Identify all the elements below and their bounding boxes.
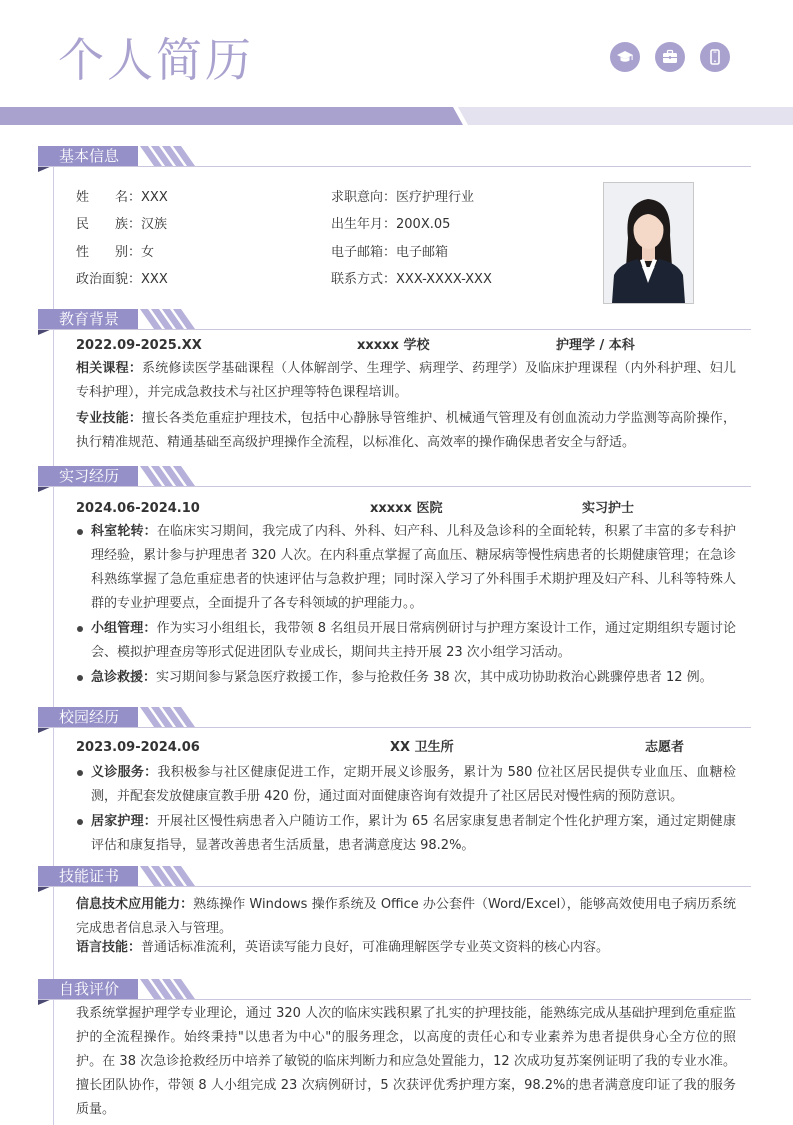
mobile-phone-icon [700, 42, 730, 72]
intent-row: 求职意向：医疗护理行业 [331, 190, 475, 205]
section-title: 教育背景 [59, 310, 120, 328]
section-header-certs [38, 864, 751, 892]
political-row: 政治面貌：XXX [76, 272, 168, 287]
section-header-internship [38, 464, 751, 492]
section-title: 实习经历 [59, 467, 120, 485]
briefcase-icon [655, 42, 685, 72]
list-item: 居家护理：开展社区慢性病患者入户随访工作，累计为 65 名居家康复患者制定个性化护理方案，通过定期健康评估和康复指导，显著改善患者生活质量，患者满意度达 98.2%。 [77, 810, 736, 858]
section-header-campus [38, 705, 751, 733]
email-row: 电子邮箱：电子邮箱 [331, 245, 449, 260]
edu-major: 护理学 / 本科 [556, 338, 635, 353]
section-header-education [38, 307, 751, 335]
list-item: 急诊救援：实习期间参与紧急医疗救援工作，参与抢救任务 38 次，其中成功协助救治心跳骤停患者 12 例。 [77, 666, 736, 690]
header-icons [610, 42, 730, 72]
campus-role: 志愿者 [645, 740, 685, 755]
section-title: 基本信息 [59, 147, 120, 165]
intern-period: 2024.06-2024.10 [76, 501, 200, 516]
avatar [603, 182, 694, 304]
cert-language: 语言技能：普通话标准流利，英语读写能力良好，可准确理解医学专业英文资料的核心内容。 [76, 940, 610, 955]
section-header-self [38, 977, 751, 1005]
section-title: 校园经历 [59, 708, 120, 726]
page-title: 个人简历 [58, 33, 254, 87]
list-item: 科室轮转：在临床实习期间，我完成了内科、外科、妇产科、儿科及急诊科的全面轮转，积累了丰富的多专科护理经验，累计参与护理患者 320 人次。在内科重点掌握了高血压、糖尿病等慢性病患者的长期健康管理；在急诊科熟练掌握了急危重症患者的快速评估与急救护理；同时深入学习了外科围手术期护理及妇产科、儿科等特殊人群的专业护理要点，全面提升了各专科领域的护理能力。。 [77, 520, 736, 616]
intern-role: 实习护士 [582, 501, 635, 516]
phone-row: 联系方式：XXX-XXXX-XXX [331, 272, 492, 287]
birth-row: 出生年月：200X.05 [331, 217, 451, 232]
gender-row: 性 别：女 [76, 245, 155, 260]
section-header-basic [38, 144, 751, 172]
campus-org: XX 卫生所 [390, 740, 454, 755]
edu-period: 2022.09-2025.XX [76, 338, 202, 353]
header-band [0, 107, 793, 125]
intern-org: xxxxx 医院 [370, 501, 443, 516]
section-title: 技能证书 [59, 867, 120, 885]
graduation-cap-icon [610, 42, 640, 72]
edu-skills: 专业技能：擅长各类危重症护理技术，包括中心静脉导管维护、机械通气管理及有创血流动力学监测等高阶操作，执行精准规范、精通基础至高级护理操作全流程，以标准化、高效率的操作确保患者安全与舒适。 [76, 411, 736, 450]
name-row: 姓 名：XXX [76, 190, 168, 205]
edu-school: xxxxx 学校 [357, 338, 430, 353]
list-item: 义诊服务：我积极参与社区健康促进工作，定期开展义诊服务，累计为 580 位社区居民提供专业血压、血糖检测，并配套发放健康宣教手册 420 份，通过面对面健康咨询有效提升了社区居民对慢性病的预防意识。 [77, 761, 736, 809]
self-evaluation: 我系统掌握护理学专业理论，通过 320 人次的临床实践积累了扎实的护理技能，能熟练完成从基础护理到危重症监护的全流程操作。始终秉持"以患者为中心"的服务理念，以高度的责任心和专业素养为患者提供身心全方位的照护。在 38 次急诊抢救经历中培养了敏锐的临床判断力和应急处置能力，12 次成功复苏案例证明了我的专业水准。擅长团队协作，带领 8 人小组完成 23 次病例研讨，5 次获评优秀护理方案，98.2%的患者满意度印证了我的服务质量。 [76, 1006, 736, 1117]
section-title: 自我评价 [59, 980, 120, 998]
cert-it: 信息技术应用能力：熟练操作 Windows 操作系统及 Office 办公套件（Word/Excel），能够高效使用电子病历系统完成患者信息录入与管理。 [76, 897, 736, 936]
list-item: 小组管理：作为实习小组组长，我带领 8 名组员开展日常病例研讨与护理方案设计工作，通过定期组织专题讨论会、模拟护理查房等形式促进团队专业成长，期间共主持开展 23 次小组学习活动。 [77, 617, 736, 665]
campus-period: 2023.09-2024.06 [76, 740, 200, 755]
ethnic-row: 民 族：汉族 [76, 217, 168, 232]
edu-courses: 相关课程：系统修读医学基础课程（人体解剖学、生理学、病理学、药理学）及临床护理课程（内外科护理、妇儿专科护理），并完成急救技术与社区护理等特色课程培训。 [76, 361, 736, 400]
